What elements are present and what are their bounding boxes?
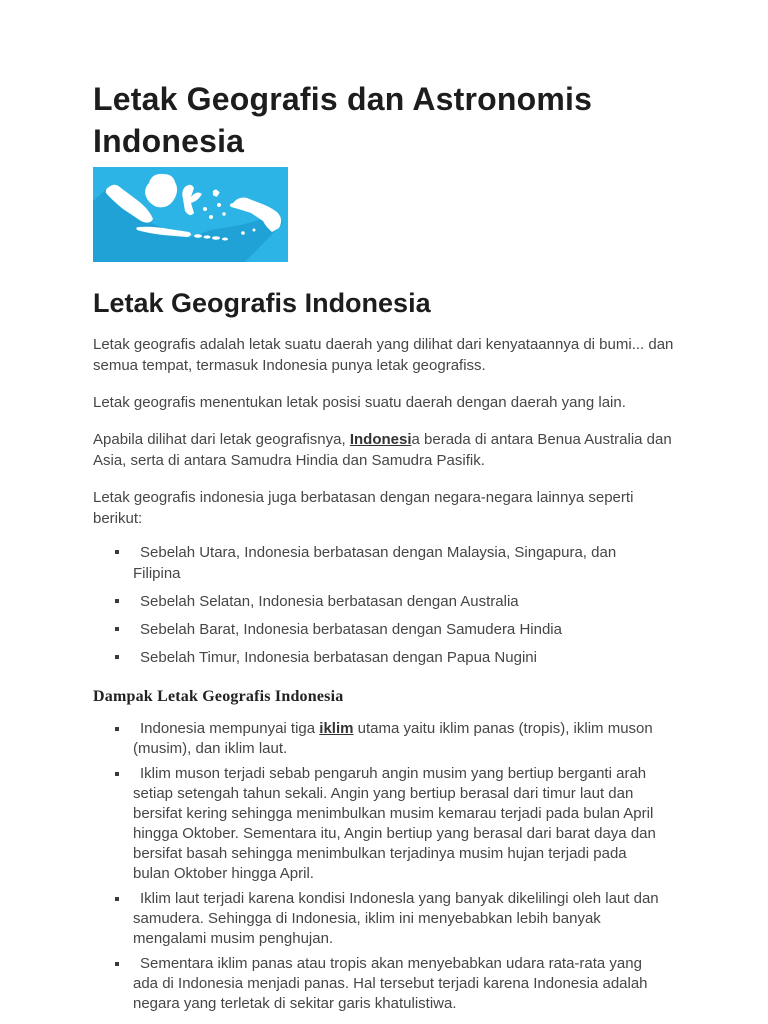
list-item-post: Iklim muson terjadi sebab pengaruh angin musim yang bertiup berganti arah setiap setengah tahun sekali. Angin yang bertiup berasal dari timur laut dan bersifat kering sehingga menimbulkan musim kemarau terjadi pada bulan April hingga Oktober. Sementara itu, Angin bertiup yang berasal dari barat daya dan bersifat basah sehingga menimbulkan terjadinya musim hujan terjadi pada bulan Oktober hingga April. [133,765,656,882]
list-item [115,619,660,640]
bullet-icon [115,727,119,731]
iklim-link[interactable]: iklim [319,720,354,737]
section-heading: Letak Geografis Indonesia [93,288,431,318]
bullet-icon [115,655,119,659]
paragraph-borders-intro: Letak geografis indonesia juga berbatasan dengan negara-negara lainnya seperti berikut: [93,489,634,527]
paragraph-definition: Letak geografis adalah letak suatu daerah yang dilihat dari kenyataannya di bumi... dan semua tempat, termasuk Indonesia punya letak geografiss. [93,336,674,374]
bullet-icon [115,627,119,631]
list-item-text: Sebelah Barat, Indonesia berbatasan dengan Samudera Hindia [140,621,562,638]
bullet-icon [115,962,119,966]
page-title: Letak Geografis dan Astronomis Indonesia [93,81,593,159]
list-item [115,889,660,949]
list-item-post: Sementara iklim panas atau tropis akan menyebabkan udara rata-rata yang ada di Indonesia menjadi panas. Hal tersebut terjadi karena Indonesia adalah negara yang terletak di sekitar garis khatulistiwa. [133,955,648,1012]
bullet-icon [115,599,119,603]
bullet-icon [115,897,119,901]
bullet-icon [115,772,119,776]
impact-list [93,719,678,1014]
list-item [115,647,660,668]
list-item-pre: Indonesia mempunyai tiga [140,720,320,737]
list-item [115,591,660,612]
paragraph-location [93,429,678,471]
border-list [93,542,678,668]
paragraph-location-post: a berada di antara Benua Australia dan Asia, serta di antara Samudra Hindia dan Samudra Pasifik. [93,431,672,469]
bullet-icon [115,550,119,554]
list-item [115,764,660,884]
indonesia-map-image [93,167,288,262]
indonesia-link[interactable]: Indonesi [349,431,412,448]
list-item [115,542,660,584]
list-item-text: Sebelah Timur, Indonesia berbatasan dengan Papua Nugini [140,649,537,666]
paragraph-function: Letak geografis menentukan letak posisi suatu daerah dengan daerah yang lain. [93,394,626,411]
paragraph-location-pre: Apabila dilihat dari letak geografisnya, [93,431,350,448]
list-item-post: utama yaitu iklim panas (tropis), iklim muson (musim), dan iklim laut. [133,720,653,757]
list-item [115,719,660,759]
list-item-post: Iklim laut terjadi karena kondisi Indonesla yang banyak dikelilingi oleh laut dan samudera. Sehingga di Indonesia, iklim ini menyebabkan lebih banyak mengalami musim penghujan. [133,890,659,947]
subsection-heading: Dampak Letak Geografis Indonesia [93,688,344,705]
list-item-text: Sebelah Utara, Indonesia berbatasan dengan Malaysia, Singapura, dan Filipina [133,544,617,582]
list-item-text: Sebelah Selatan, Indonesia berbatasan dengan Australia [140,593,519,610]
indonesia-map-graphic [93,167,288,262]
list-item [115,954,660,1014]
